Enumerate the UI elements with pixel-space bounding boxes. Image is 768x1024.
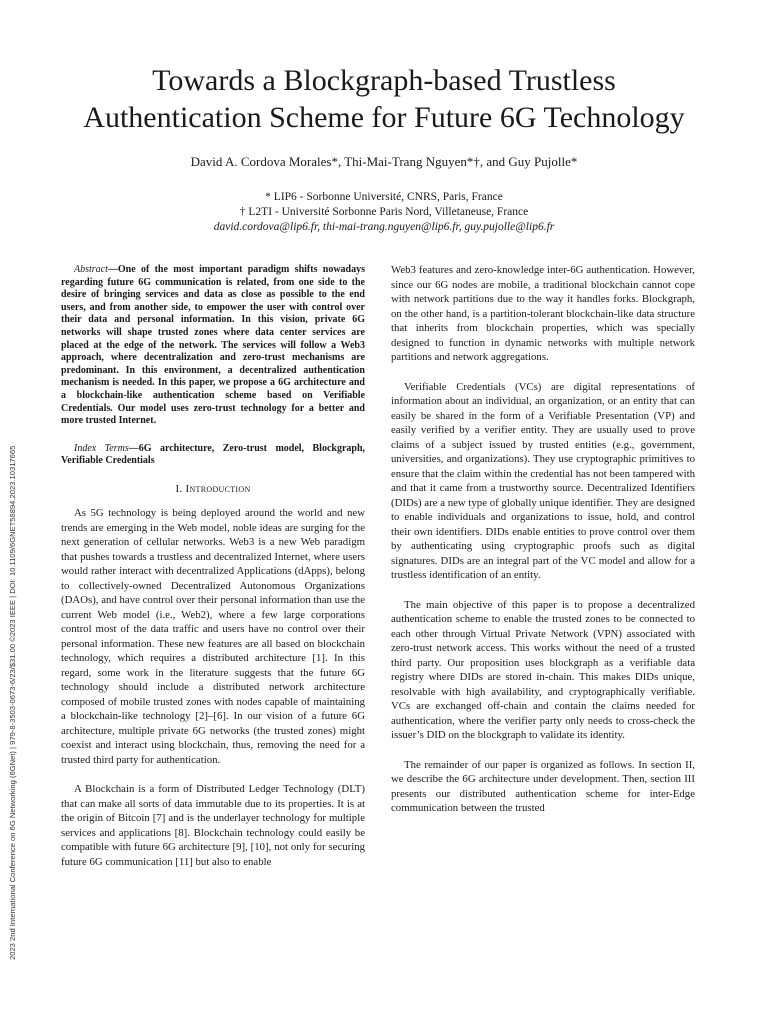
affiliations	[40, 190, 728, 235]
index-terms-text: —6G architecture, Zero-trust model, Blockgraph, Verifiable Credentials	[61, 442, 366, 467]
conference-citation: 2023 2nd International Conference on 6G Networking (6GNet) | 979-8-3503-0673-6/23/$31.00 ©2023 IEEE | DOI: 10.1109/6GNET58894.2023.10317665	[8, 445, 17, 960]
intro-paragraph-vcs: Verifiable Credentials (VCs) are digital representations of information about an individual, an organization, or an entity that can easily be shared in the form of a Verifiable Presentation (VP) and easily verified by a verifier entity. They are usually used to prove claims of a subject issued by trusted entities (e.g., government, universities, and organizations). They use cryptographic primitives to ensure that the claim within the credential has not been tampered with and that it came from a trustworthy source. Decentralized Identifiers (DIDs) are a new type of globally unique identifier. They are designed to enable individuals and organizations to issue, hold, and control their own identifiers. DIDs enable entities to prove control over them by authenticating using cryptographic proofs such as digital signatures. DIDs are an integral part of the VC model and allow for a trustless identification of an entity.	[391, 380, 695, 581]
affiliation-l2ti: † L2TI - Université Sorbonne Paris Nord, Villetaneuse, France	[239, 206, 529, 218]
section-heading-introduction: I. Introduction	[175, 482, 251, 495]
intro-paragraph-1: As 5G technology is being deployed around the world and new trends are emerging in the Web model, noble ideas are surging for the next generation of cellular networks. Web3 is a new Web paradigm that pushes towards a trustless and decentralized Internet, where users would rather interact with decentralized Applications (dApps), belong to collectively-owned Decentralized Autonomous Organizations (DAOs), and have control over their personal information than use the current Web model (i.e., Web2), where a few large corporations control most of the data traffic and users have no control over their personal information. These new features are all based on blockchain technology, which requires a distributed architecture [1]. In this regard, some work in the literature suggests that the future 6G technology should include a distributed network architecture composed of mobile trusted zones with nodes capable of maintaining a blockchain-like technology [2]–[6]. In our vision of a future 6G architecture, multiple private 6G networks (the trusted zones) might coexist and interact using blockchain, thus, removing the need for a trusted third party for authentication.	[61, 507, 365, 766]
title-line-2: Authentication Scheme for Future 6G Technology	[83, 101, 685, 134]
intro-paragraph-2: A Blockchain is a form of Distributed Ledger Technology (DLT) that can make all sorts of data immutable due to its properties. It is at the origin of Bitcoin [7] and is the underlayer technology for multiple services and applications [8]. Blockchain technology could easily be compatible with future 6G architecture [9], [10], not only for securing future 6G communication [11] but also to enable	[61, 783, 365, 868]
abstract	[61, 264, 365, 428]
intro-paragraph-organization: The remainder of our paper is organized as follows. In section II, we describe the 6G architecture under development. Then, section III presents our distributed authentication scheme for inter-Edge communication between the trusted	[391, 758, 695, 814]
title-line-1: Towards a Blockgraph-based Trustless	[152, 64, 616, 97]
intro-paragraph-objective: The main objective of this paper is to propose a decentralized authentication scheme to enable the trusted zones to be connected to each other through Virtual Private Network (VPN) associated with zero-trust network access. This works without the need of a trusted third party. Our proposition uses blockgraph as a verifiable data registry where DIDs are stored in-chain. This makes DIDs unique, resolvable with high availability, and cryptographically verifiable. VCs are exchanged off-chain and contain the claims needed for authentication, where the verifier party only needs to cross-check the issuer’s DID on the blockgraph to validate its identity.	[391, 598, 695, 741]
affiliation-lip6: * LIP6 - Sorbonne Université, CNRS, Paris, France	[265, 191, 503, 203]
author-list: David A. Cordova Morales*, Thi-Mai-Trang Nguyen*†, and Guy Pujolle*	[190, 154, 578, 169]
conference-sidebar	[6, 300, 20, 960]
abstract-label: Abstract	[74, 264, 108, 275]
author-emails: david.cordova@lip6.fr, thi-mai-trang.nguyen@lip6.fr, guy.pujolle@lip6.fr	[213, 221, 555, 233]
index-terms	[61, 443, 365, 468]
intro-paragraph-3: Web3 features and zero-knowledge inter-6G authentication. However, since our 6G nodes are mobile, a traditional blockchain cannot cope with network partitions due to the way it handles forks. Blockgraph, on the other hand, is a partition-tolerant blockchain-like data structure that inherits from blockchain properties, which was specially designed to function in dynamic networks with multiple network partitions and network aggregations.	[391, 264, 695, 363]
paper-title	[40, 62, 728, 136]
index-terms-label: Index Terms	[74, 442, 129, 454]
left-column	[61, 264, 365, 869]
abstract-text: —One of the most important paradigm shifts nowadays regarding future 6G communication is related, from one side to the desire of bringing services and data as close as possible to the end users, and from another side, to empower the user with control over their data and personal information. In this vision, private 6G networks will shape trusted zones where data center services are placed at the edge of the network. The services will follow a Web3 approach, where decentralization and zero-trust mechanisms are predominant. In this environment, a decentralized authentication mechanism is needed. In this paper, we propose a 6G architecture and a blockchain-like authentication scheme based on Verifiable Credentials. Our model uses zero-trust technology for a better and more trusted Internet.	[61, 264, 365, 427]
right-column	[391, 263, 695, 816]
